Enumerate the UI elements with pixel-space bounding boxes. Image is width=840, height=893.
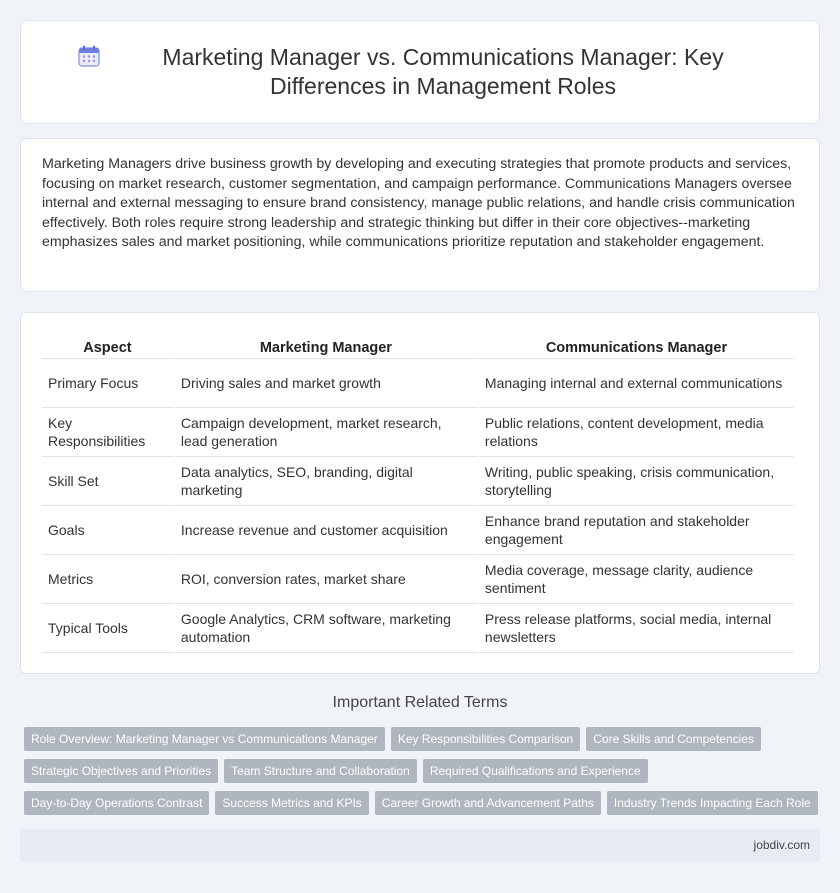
- related-terms-list: [24, 727, 824, 823]
- communications-cell: Managing internal and external communications: [479, 359, 794, 408]
- header-aspect: Aspect: [42, 335, 173, 359]
- communications-cell: Public relations, content development, media relations: [479, 408, 794, 457]
- table-row: [42, 506, 794, 555]
- header-communications-manager: Communications Manager: [479, 335, 794, 359]
- calendar-icon: [77, 44, 101, 68]
- intro-paragraph: Marketing Managers drive business growth by developing and executing strategies that promote products and services, focusing on market research, customer segmentation, and campaign performance. Communications Managers oversee internal and external messaging to ensure brand consistency, manage public relations, and handle crisis communication effectively. Both roles require strong leadership and strategic thinking but differ in their core objectives--marketing emphasizes sales and market positioning, while communications prioritize reputation and stakeholder engagement.: [42, 156, 795, 250]
- related-terms-heading: Important Related Terms: [332, 694, 508, 711]
- communications-cell: Writing, public speaking, crisis communication, storytelling: [479, 457, 794, 506]
- aspect-cell: Skill Set: [42, 457, 173, 506]
- aspect-cell: Key Responsibilities: [42, 408, 173, 457]
- related-term-tag[interactable]: Team Structure and Collaboration: [224, 759, 417, 783]
- comparison-table: [40, 335, 796, 653]
- aspect-cell: Goals: [42, 506, 173, 555]
- related-term-tag[interactable]: Core Skills and Competencies: [586, 727, 761, 751]
- table-header-row: [42, 335, 794, 359]
- aspect-cell: Typical Tools: [42, 604, 173, 653]
- marketing-cell: ROI, conversion rates, market share: [175, 555, 477, 604]
- marketing-cell: Google Analytics, CRM software, marketing automation: [175, 604, 477, 653]
- marketing-cell: Campaign development, market research, lead generation: [175, 408, 477, 457]
- header-card: [20, 20, 820, 124]
- footer-site-link[interactable]: jobdiv.com: [753, 838, 810, 852]
- table-row: [42, 604, 794, 653]
- related-term-tag[interactable]: Career Growth and Advancement Paths: [375, 791, 601, 815]
- table-row: [42, 555, 794, 604]
- table-row: [42, 408, 794, 457]
- related-term-tag[interactable]: Day-to-Day Operations Contrast: [24, 791, 209, 815]
- table-row: [42, 457, 794, 506]
- footer: [20, 829, 820, 862]
- header-marketing-manager: Marketing Manager: [175, 335, 477, 359]
- aspect-cell: Metrics: [42, 555, 173, 604]
- related-term-tag[interactable]: Required Qualifications and Experience: [423, 759, 648, 783]
- communications-cell: Media coverage, message clarity, audience sentiment: [479, 555, 794, 604]
- comparison-table-card: [20, 312, 820, 674]
- intro-card: [20, 138, 820, 292]
- related-term-tag[interactable]: Success Metrics and KPIs: [215, 791, 368, 815]
- marketing-cell: Increase revenue and customer acquisition: [175, 506, 477, 555]
- related-term-tag[interactable]: Strategic Objectives and Priorities: [24, 759, 218, 783]
- marketing-cell: Data analytics, SEO, branding, digital marketing: [175, 457, 477, 506]
- page-title: Marketing Manager vs. Communications Manager: Key Differences in Management Roles: [162, 44, 724, 99]
- communications-cell: Enhance brand reputation and stakeholder engagement: [479, 506, 794, 555]
- communications-cell: Press release platforms, social media, internal newsletters: [479, 604, 794, 653]
- related-term-tag[interactable]: Industry Trends Impacting Each Role: [607, 791, 818, 815]
- marketing-cell: Driving sales and market growth: [175, 359, 477, 408]
- related-term-tag[interactable]: Key Responsibilities Comparison: [391, 727, 580, 751]
- related-term-tag[interactable]: Role Overview: Marketing Manager vs Communications Manager: [24, 727, 385, 751]
- table-row: [42, 359, 794, 408]
- aspect-cell: Primary Focus: [42, 359, 173, 408]
